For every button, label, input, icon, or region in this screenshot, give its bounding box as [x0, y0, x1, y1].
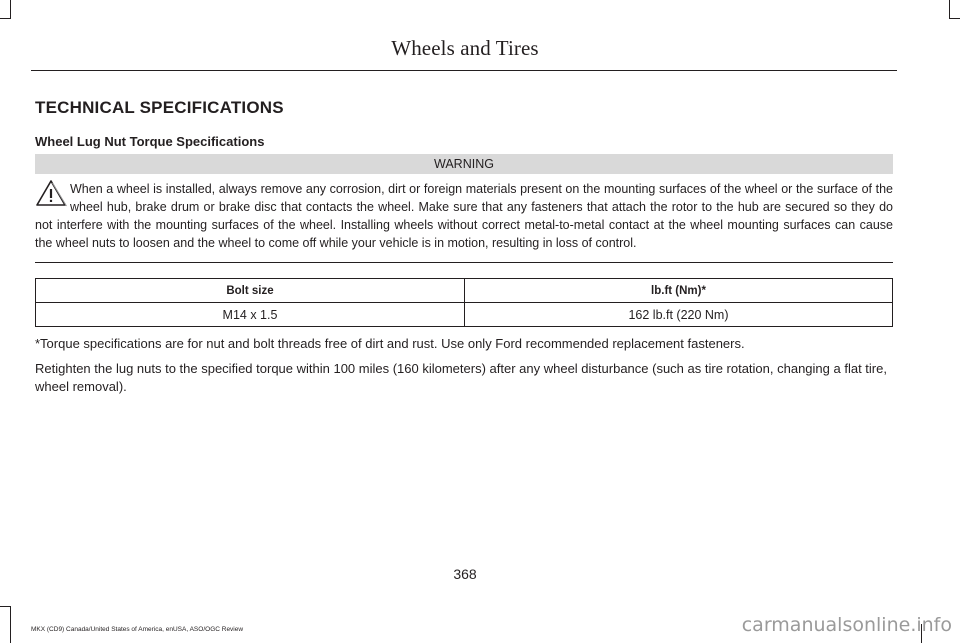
warning-text — [35, 180, 893, 252]
subheading: Wheel Lug Nut Torque Specifications — [35, 134, 265, 149]
section-title: TECHNICAL SPECIFICATIONS — [35, 98, 284, 117]
page-header-title: Wheels and Tires — [391, 36, 539, 60]
table-cell-bolt-size: M14 x 1.5 — [36, 303, 465, 327]
crop-mark — [0, 606, 11, 607]
crop-mark — [949, 18, 960, 19]
column-header-torque: lb.ft (Nm)* — [465, 279, 893, 303]
torque-spec-table — [35, 278, 893, 327]
warning-divider — [35, 262, 893, 263]
header-divider — [31, 70, 897, 71]
table-cell-torque: 162 lb.ft (220 Nm) — [465, 303, 893, 327]
crop-mark — [0, 18, 11, 19]
crop-mark — [949, 0, 950, 19]
watermark: carmanualsonline.info — [741, 614, 952, 636]
crop-mark — [10, 0, 11, 19]
page-number: 368 — [453, 566, 477, 582]
warning-body: When a wheel is installed, always remove any corrosion, dirt or foreign materials present on the mounting surfaces of the wheel or the surface of the wheel hub, brake drum or brake disc that contacts the wheel. Make sure that any fasteners that attach the rotor to the hub are secured so they do not interfere with the mounting surfaces of the wheel. Installing wheels without correct metal-to-metal contact at the wheel mounting surfaces can cause the wheel nuts to loosen and the wheel to come off while your vehicle is in motion, resulting in loss of control. — [35, 182, 893, 250]
table-row — [36, 303, 893, 327]
footnote: *Torque specifications are for nut and bolt threads free of dirt and rust. Use only Ford recommended replacement fasteners. — [35, 336, 745, 351]
column-header-bolt-size: Bolt size — [36, 279, 465, 303]
table-header-row — [36, 279, 893, 303]
warning-banner: WARNING — [35, 154, 893, 174]
retighten-note: Retighten the lug nuts to the specified torque within 100 miles (160 kilometers) after any wheel disturbance (such as tire rotation, changing a flat tire, wheel removal). — [35, 361, 887, 394]
footer-text: MKX (CD9) Canada/United States of America, enUSA, ASO/OGC Review — [31, 626, 244, 633]
crop-mark — [10, 606, 11, 643]
